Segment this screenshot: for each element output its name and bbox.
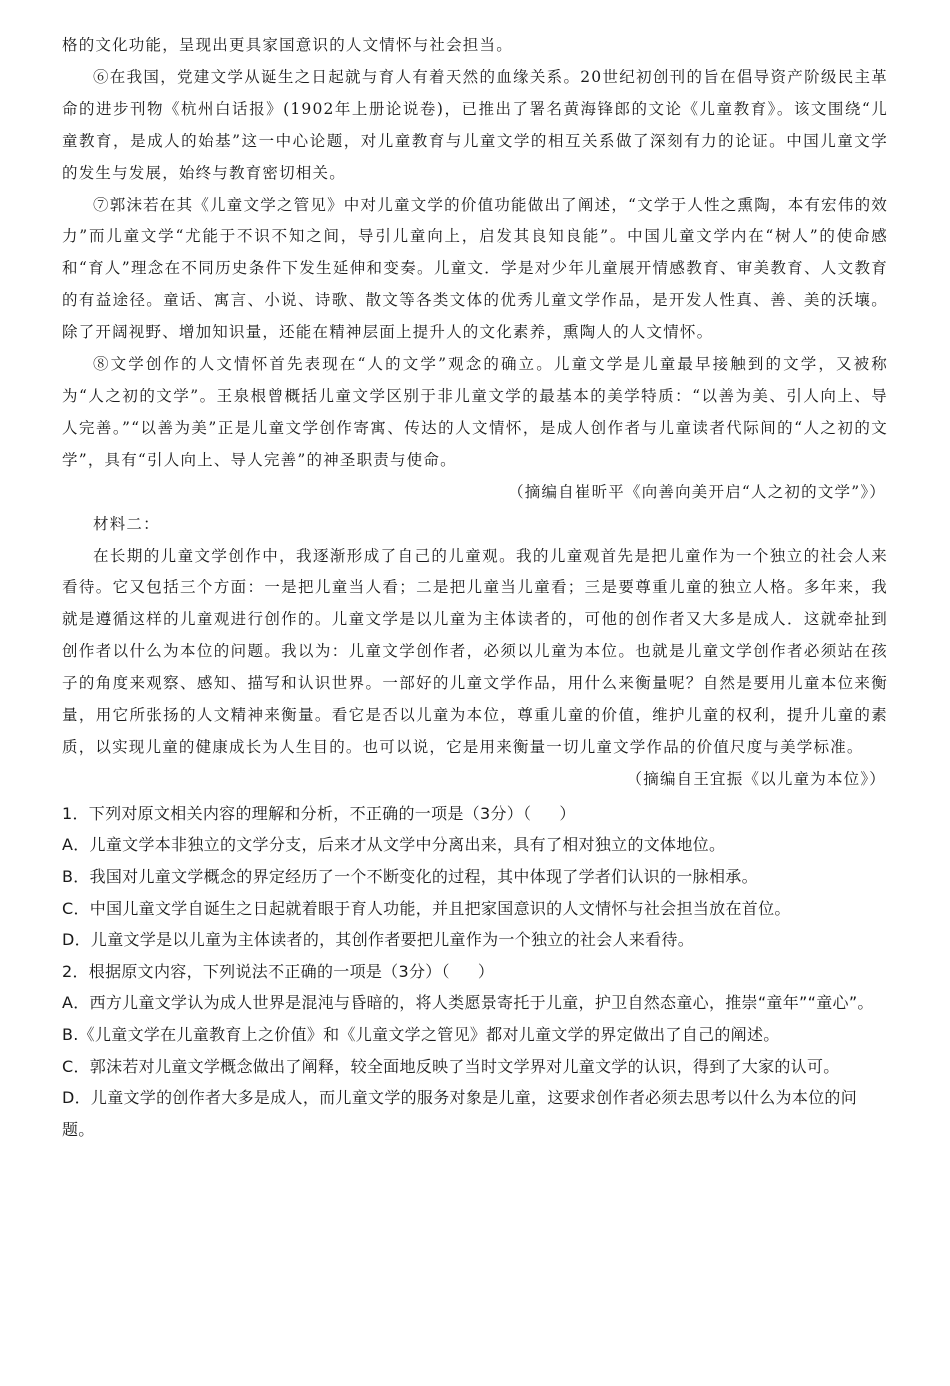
question-1-close-paren: ） [559,803,576,823]
question-2-stem [62,956,888,988]
question-2-option-b: B.《儿童文学在儿童教育上之价值》和《儿童文学之管见》都对儿童文学的界定做出了自己的阐述。 [62,1024,780,1044]
material-two-heading: 材料二： [93,514,160,533]
question-2-close-paren: ） [477,961,495,981]
paragraph-7: ⑦郭沫若在其《儿童文学之管见》中对儿童文学的价值功能做出了阐述，“文学于人性之熏陶，本有宏伟的效力”而儿童文学“尤能于不识不知之间，导引儿童向上，启发其良知良能”。中国儿童文学内在“树人”的使命感和“育人”理念在不同历史条件下发生延伸和变奏。儿童文．学是对少年儿童展开情感教育、审美教育、人文教育的有益途径。童话、寓言、小说、诗歌、散文等各类文体的优秀儿童文学作品，是开发人性真、善、美的沃壤。除了开阔视野、增加知识量，还能在精神层面上提升人的文化素养，熏陶人的人文情怀。 [62,195,888,342]
paragraph-6: ⑥在我国，党建文学从诞生之日起就与育人有着天然的血缘关系。20世纪初创刊的旨在倡导资产阶级民主革命的进步刊物《杭州白话报》(1902年上册论说卷)，已推出了署名黄海锋郎的文论《儿童教育》。该文围绕“儿童教育，是成人的始基”这一中心论题，对儿童教育与儿童文学的相互关系做了深刻有力的论证。中国儿童文学的发生与发展，始终与教育密切相关。 [62,67,888,182]
material-one [62,30,888,509]
material-two [62,509,888,796]
question-1-option-b: B．我国对儿童文学概念的界定经历了一个不断变化的过程，其中体现了学者们认识的一脉相承。 [62,866,758,886]
question-1-option-c: C．中国儿童文学自诞生之日起就着眼于育人功能，并且把家国意识的人文情怀与社会担当放在首位。 [62,898,791,918]
question-1-option-d: D．儿童文学是以儿童为主体读者的，其创作者要把儿童作为一个独立的社会人来看待。 [62,930,695,950]
paragraph-5-tail: 格的文化功能，呈现出更具家国意识的人文情怀与社会担当。 [62,36,513,54]
question-1-option-a: A．儿童文学本非独立的文学分支，后来才从文学中分离出来，具有了相对独立的文体地位。 [62,835,726,855]
material-two-body: 在长期的儿童文学创作中，我逐渐形成了自己的儿童观。我的儿童观首先是把儿童作为一个独立的社会人来看待。它又包括三个方面：一是把儿童当人看；二是把儿童当儿童看；三是要尊重儿童的独立人格。多年来，我就是遵循这样的儿童观进行创作的。儿童文学是以儿童为主体读者的，可他的创作者又大多是成人．这就牵扯到创作者以什么为本位的问题。我以为：儿童文学创作者，必须以儿童为本位。也就是儿童文学创作者必须站在孩子的角度来观察、感知、描写和认识世界。一部好的儿童文学作品，用什么来衡量呢？自然是要用儿童本位来衡量，用它所张扬的人文精神来衡量。看它是否以儿童为本位，尊重儿童的价值，维护儿童的权利，提升儿童的素质，以实现儿童的健康成长为人生目的。也可以说，它是用来衡量一切儿童文学作品的价值尺度与美学标准。 [62,546,888,756]
material-two-source: （摘编自王宜振《以儿童为本位》） [626,769,886,788]
question-list [62,798,888,1146]
paragraph-8: ⑧文学创作的人文情怀首先表现在“人的文学”观念的确立。儿童文学是儿童最早接触到的文学，又被称为“人之初的文学”。王泉根曾概括儿童文学区别于非儿童文学的最基本的美学特质：“以善为美、引人向上、导人完善。”“以善为美”正是儿童文学创作寄寓、传达的人文情怀，是成人创作者与儿童读者代际间的“人之初的文学”，具有“引人向上、导人完善”的神圣职责与使命。 [62,355,888,469]
question-2-option-d: D．儿童文学的创作者大多是成人，而儿童文学的服务对象是儿童，这要求创作者必须去思考以什么为本位的问题。 [62,1088,858,1139]
question-2-text: 2．根据原文内容，下列说法不正确的一项是（3分）（ [62,961,450,981]
question-1-stem [62,798,888,830]
question-2-option-c: C．郭沫若对儿童文学概念做出了阐释，较全面地反映了当时文学界对儿童文学的认识，得到了大家的认可。 [62,1056,840,1076]
question-1-text: 1．下列对原文相关内容的理解和分析，不正确的一项是（3分）（ [62,803,532,823]
question-2-option-a: A．西方儿童文学认为成人世界是混沌与昏暗的，将人类愿景寄托于儿童，护卫自然态童心，推崇“童年”“童心”。 [62,993,874,1013]
material-one-source: （摘编自崔昕平《向善向美开启“人之初的文学”》） [508,482,886,501]
